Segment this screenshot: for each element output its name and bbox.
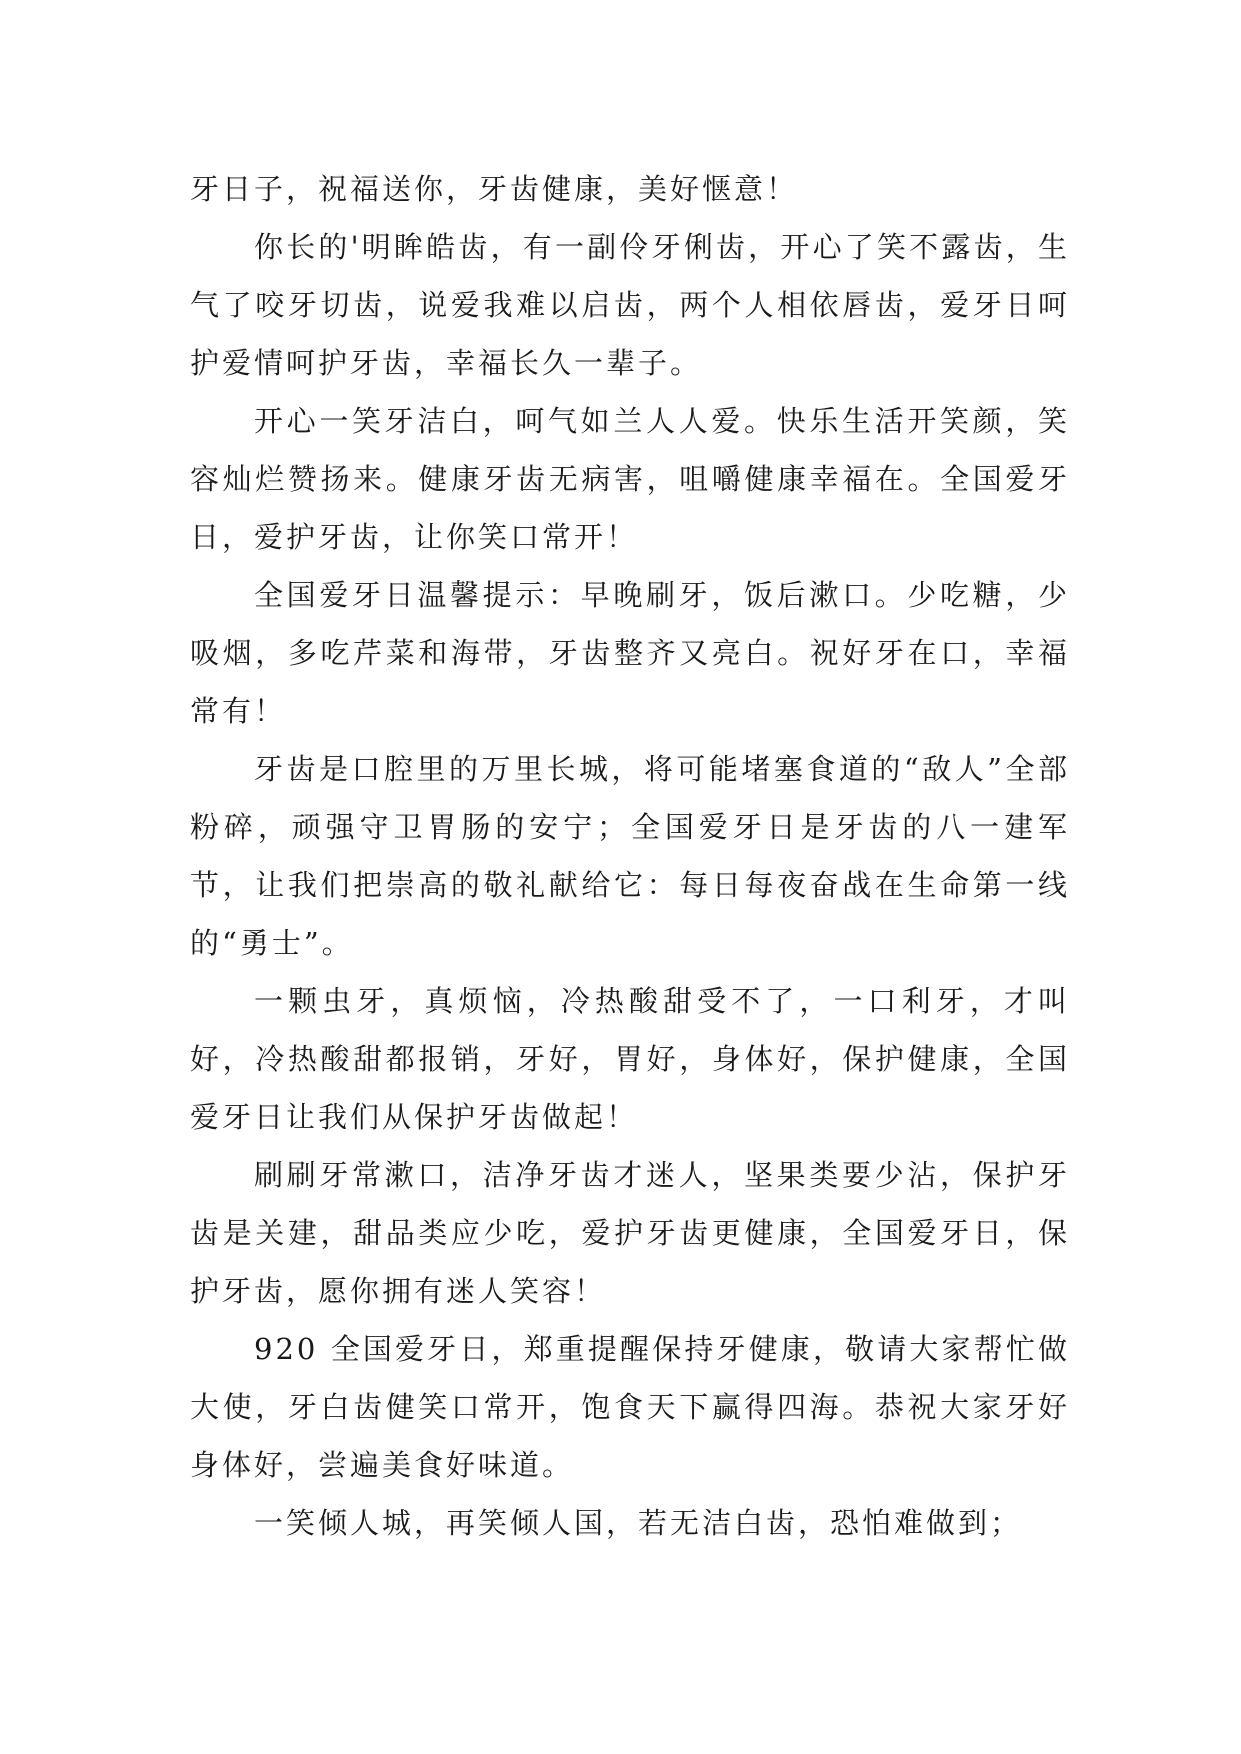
paragraph-continuation: 牙日子，祝福送你，牙齿健康，美好惬意！ [190,172,799,206]
paragraph: 牙齿是口腔里的万里长城，将可能堵塞食道的“敌人”全部粉碎，顽强守卫胃肠的安宁；全国爱牙日是牙齿的八一建军节，让我们把崇高的敬礼献给它：每日每夜奋战在生命第一线的“勇士”。 [190,752,1070,960]
paragraph: 开心一笑牙洁白，呵气如兰人人爱。快乐生活开笑颜，笑容灿烂赞扬来。健康牙齿无病害，咀嚼健康幸福在。全国爱牙日，爱护牙齿，让你笑口常开！ [190,404,1070,554]
document-body [190,160,1070,1552]
paragraph: 920 全国爱牙日，郑重提醒保持牙健康，敬请大家帮忙做大使，牙白齿健笑口常开，饱食天下赢得四海。恭祝大家牙好身体好，尝遍美食好味道。 [190,1332,1070,1482]
paragraph: 刷刷牙常漱口，洁净牙齿才迷人，坚果类要少沾，保护牙齿是关建，甜品类应少吃，爱护牙齿更健康，全国爱牙日，保护牙齿，愿你拥有迷人笑容！ [190,1158,1070,1308]
paragraph: 你长的'明眸皓齿，有一副伶牙俐齿，开心了笑不露齿，生气了咬牙切齿，说爱我难以启齿，两个人相依唇齿，爱牙日呵护爱情呵护牙齿，幸福长久一辈子。 [190,230,1070,380]
paragraph: 一颗虫牙，真烦恼，冷热酸甜受不了，一口利牙，才叫好，冷热酸甜都报销，牙好，胃好，身体好，保护健康，全国爱牙日让我们从保护牙齿做起！ [190,984,1070,1134]
paragraph: 全国爱牙日温馨提示：早晚刷牙，饭后漱口。少吃糖，少吸烟，多吃芹菜和海带，牙齿整齐又亮白。祝好牙在口，幸福常有！ [190,578,1070,728]
paragraph: 一笑倾人城，再笑倾人国，若无洁白齿，恐怕难做到； [254,1506,1023,1540]
